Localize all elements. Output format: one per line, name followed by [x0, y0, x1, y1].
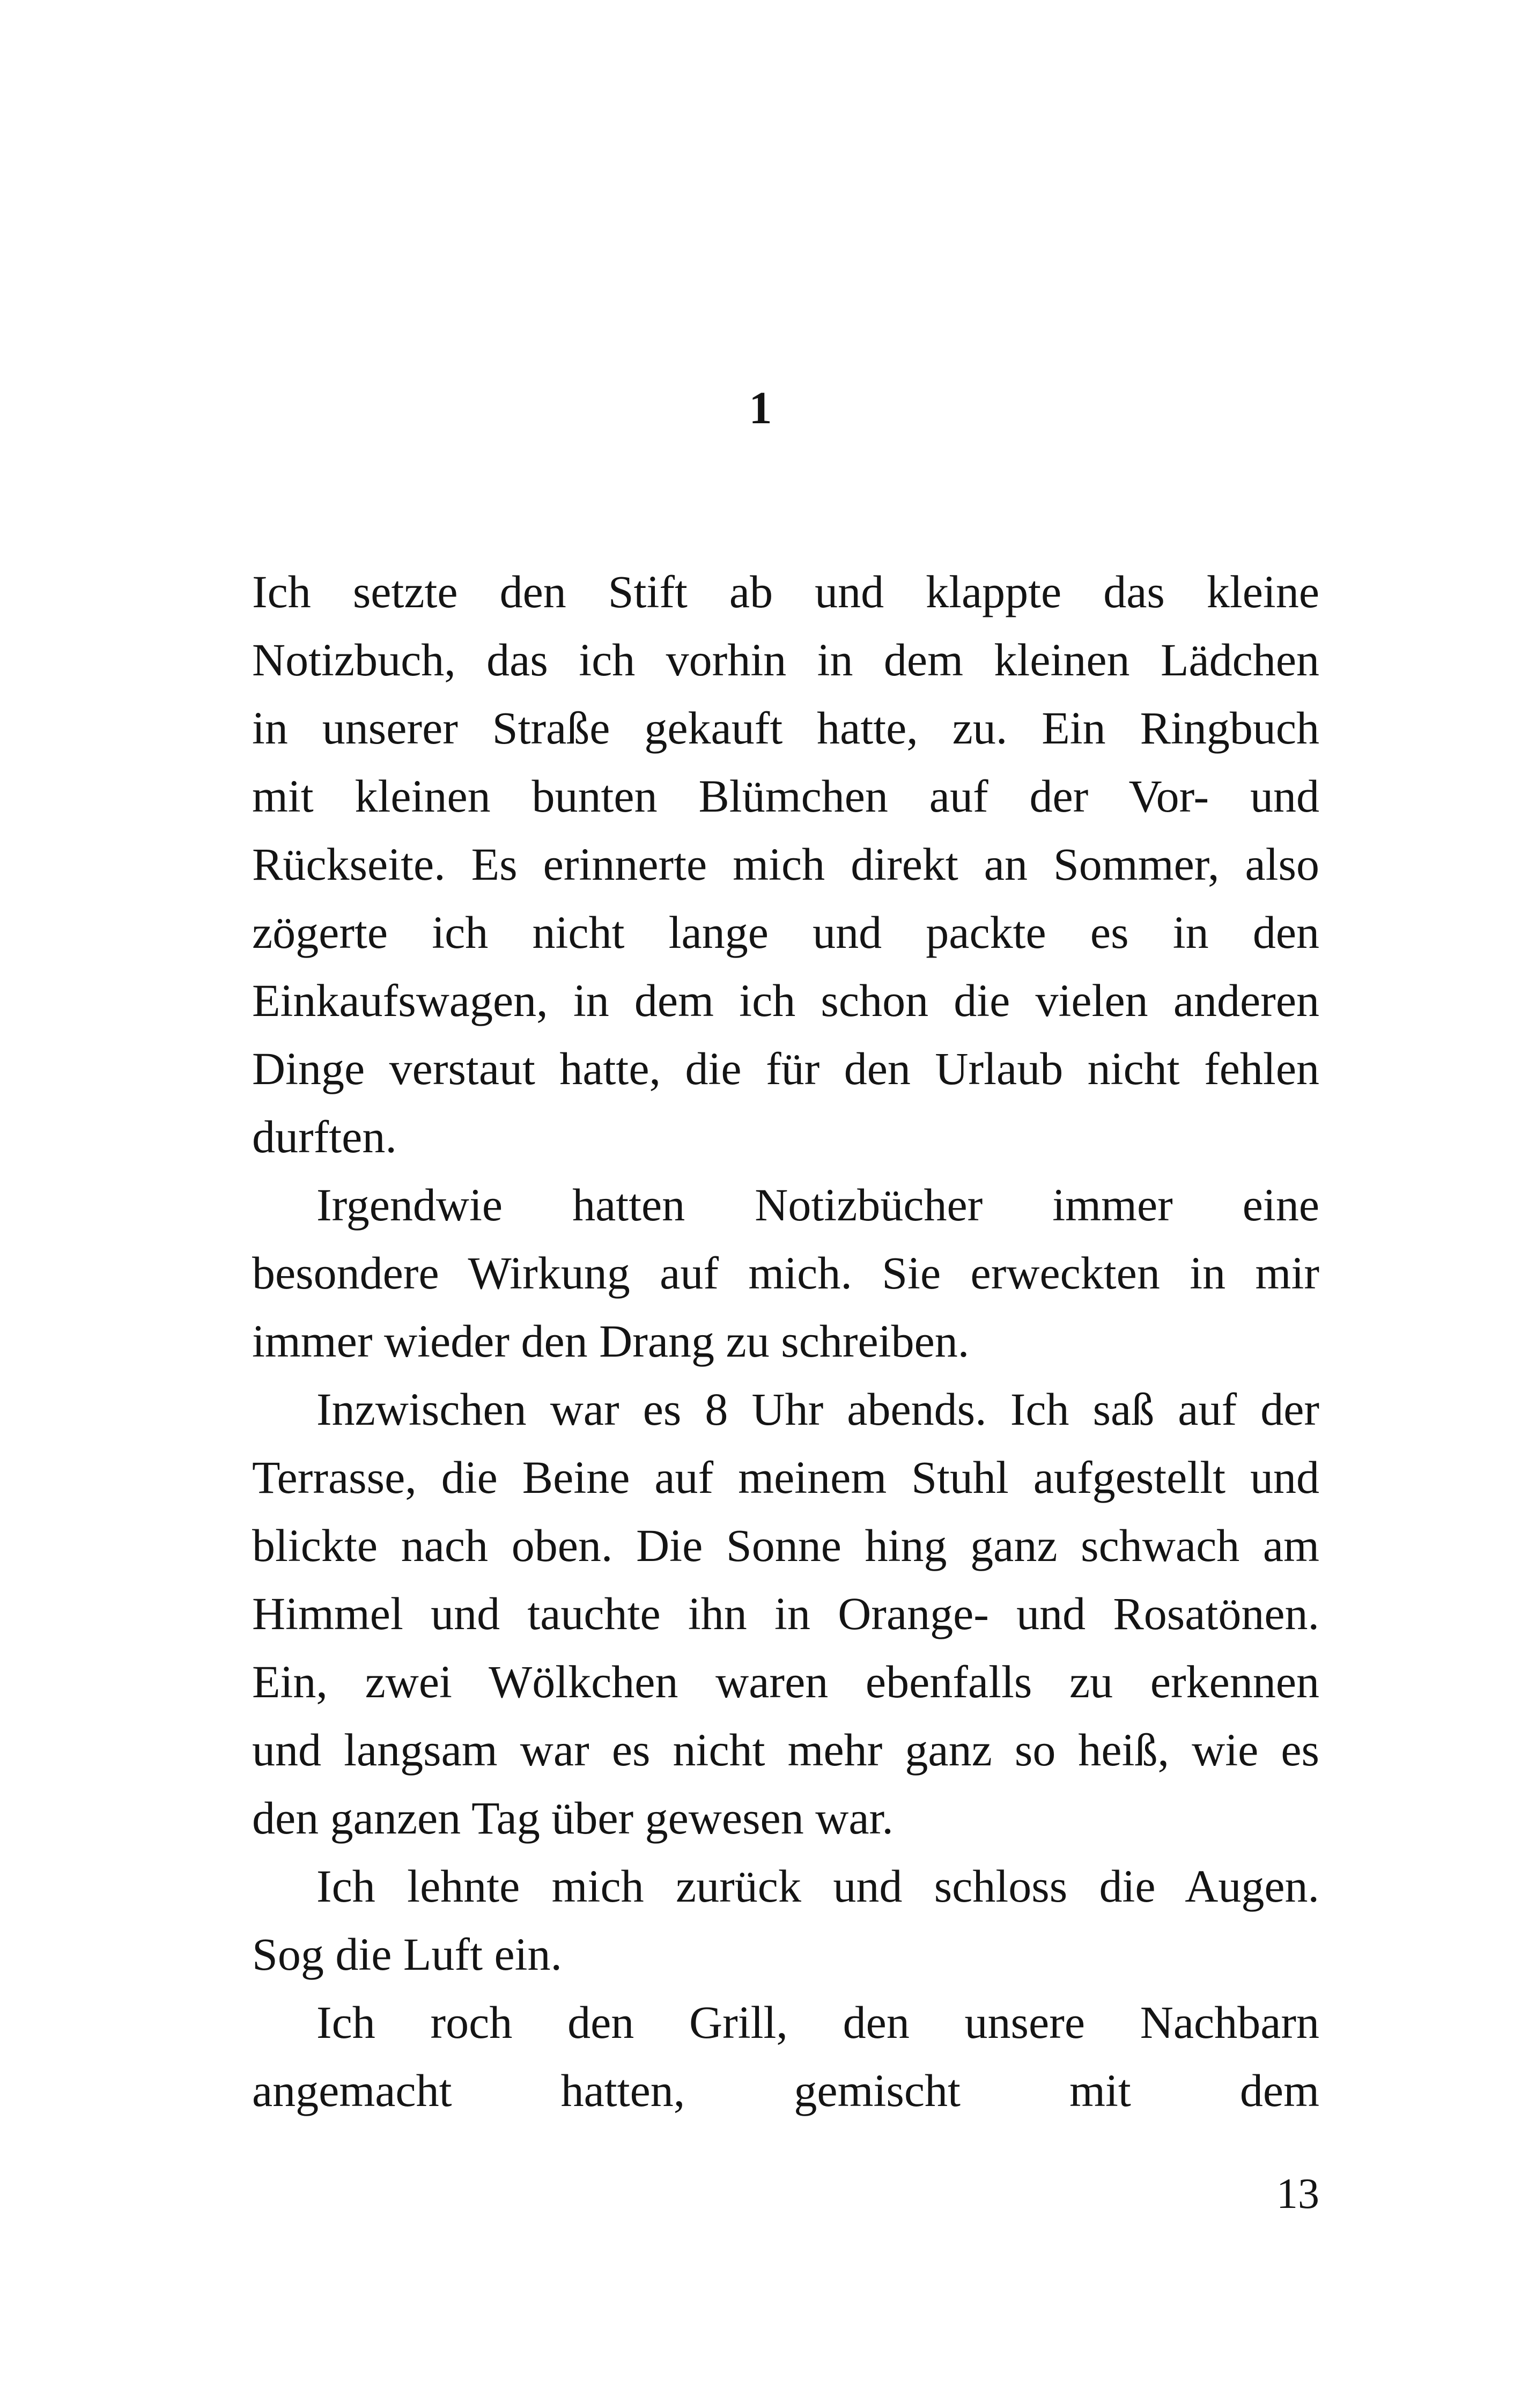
text-line: Ich setzte den Stift ab und klappte das kleine — [252, 566, 1319, 617]
text-line: Irgendwie hatten Notizbücher immer eine — [316, 1179, 1319, 1231]
text-line: blickte nach oben. Die Sonne hing ganz schwach am — [252, 1520, 1319, 1571]
text-line: Sog die Luft ein. — [252, 1928, 563, 1980]
text-line: den ganzen Tag über gewesen war. — [252, 1792, 894, 1844]
page-number: 13 — [1276, 2170, 1319, 2218]
text-line: mit kleinen bunten Blümchen auf der Vor- und — [252, 770, 1319, 822]
text-line: Ich roch den Grill, den unsere Nachbarn — [316, 1997, 1319, 2048]
text-line: Rückseite. Es erinnerte mich direkt an Sommer, also — [252, 838, 1319, 890]
text-line: besondere Wirkung auf mich. Sie erweckten in mir — [252, 1247, 1319, 1299]
text-line: Dinge verstaut hatte, die für den Urlaub nicht fehlen — [252, 1043, 1319, 1094]
text-line: Himmel und tauchte ihn in Orange- und Rosatönen. — [252, 1588, 1319, 1639]
text-line: Ich lehnte mich zurück und schloss die Augen. — [316, 1860, 1319, 1912]
text-line: in unserer Straße gekauft hatte, zu. Ein Ringbuch — [252, 702, 1319, 754]
body-text — [252, 558, 1319, 2125]
text-line: Notizbuch, das ich vorhin in dem kleinen Lädchen — [252, 634, 1319, 686]
text-line: Inzwischen war es 8 Uhr abends. Ich saß auf der — [316, 1383, 1319, 1435]
text-line: und langsam war es nicht mehr ganz so heiß, wie es — [252, 1724, 1319, 1776]
text-line: angemacht hatten, gemischt mit dem — [252, 2065, 1319, 2116]
text-line: Ein, zwei Wölkchen waren ebenfalls zu erkennen — [252, 1656, 1319, 1707]
text-line: durften. — [252, 1111, 397, 1162]
text-line: Terrasse, die Beine auf meinem Stuhl aufgestellt und — [252, 1452, 1319, 1503]
text-line: Einkaufswagen, in dem ich schon die vielen anderen — [252, 975, 1319, 1026]
chapter-number: 1 — [749, 382, 772, 433]
text-line: zögerte ich nicht lange und packte es in den — [252, 907, 1319, 958]
text-line: immer wieder den Drang zu schreiben. — [252, 1315, 970, 1367]
